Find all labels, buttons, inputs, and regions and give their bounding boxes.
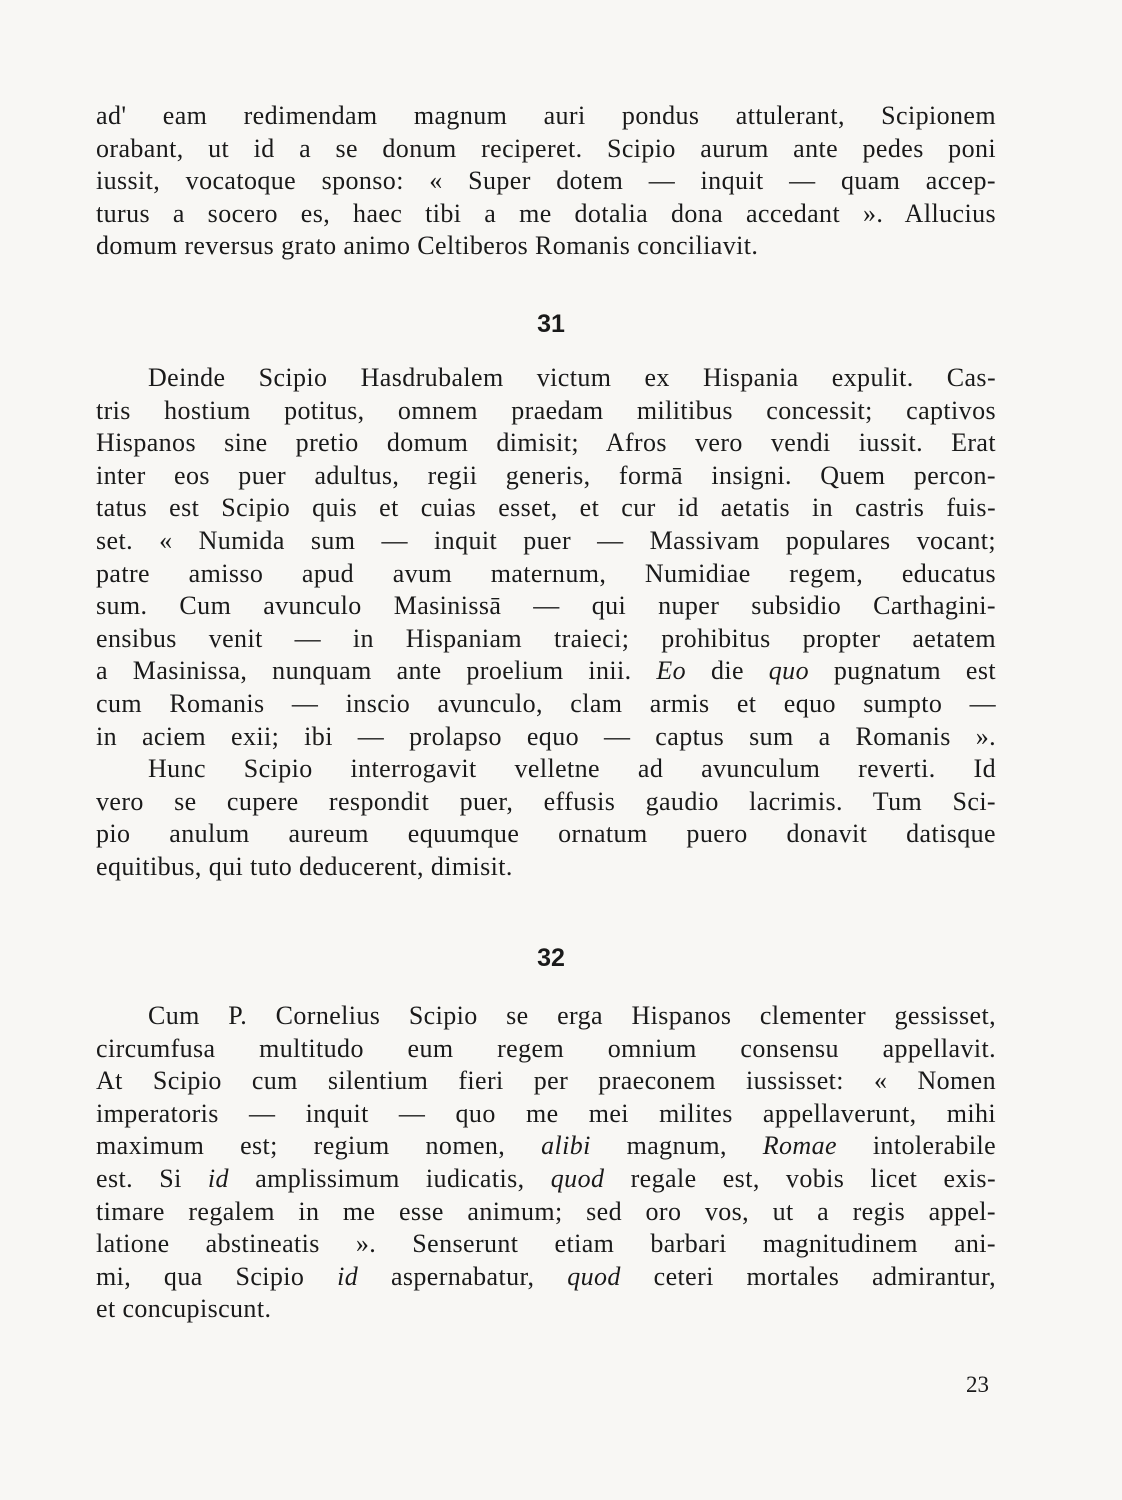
text-line: tris hostium potitus, omnem praedam militibus concessit; captivos bbox=[96, 395, 996, 425]
italic-word: quod bbox=[550, 1163, 605, 1193]
text-line: equitibus, qui tuto deducerent, dimisit. bbox=[96, 851, 513, 881]
italic-word: quo bbox=[768, 656, 809, 686]
text-line: tatus est Scipio quis et cuias esset, et cur id aetatis in castris fuis- bbox=[96, 493, 996, 523]
text-segment: aspernabatur, bbox=[390, 1261, 535, 1291]
text-line: Hunc Scipio interrogavit velletne ad avunculum reverti. Id bbox=[148, 754, 996, 784]
text-segment: a Masinissa, nunquam ante proelium inii. bbox=[96, 656, 632, 686]
text-line: At Scipio cum silentium fieri per praeconem iussisset: « Nomen bbox=[96, 1066, 996, 1096]
text-segment: regale est, vobis licet exis- bbox=[630, 1163, 997, 1193]
text-line: domum reversus grato animo Celtiberos Romanis conciliavit. bbox=[96, 231, 759, 261]
text-line-mixed bbox=[96, 655, 996, 688]
text-line: cum Romanis — inscio avunculo, clam armis et equo sumpto — bbox=[96, 688, 996, 718]
text-line: ad' eam redimendam magnum auri pondus attulerant, Scipionem bbox=[96, 101, 996, 130]
text-line: circumfusa multitudo eum regem omnium consensu appellavit. bbox=[96, 1033, 996, 1063]
text-line: turus a socero es, haec tibi a me dotalia dona accedant ». Allucius bbox=[96, 198, 996, 228]
text-line: pio anulum aureum equumque ornatum puero donavit datisque bbox=[96, 819, 996, 849]
text-segment: maximum est; regium nomen, bbox=[96, 1131, 506, 1161]
text-segment: est. Si bbox=[96, 1163, 182, 1193]
text-line-mixed bbox=[96, 1130, 996, 1163]
paragraph-continuation bbox=[96, 100, 996, 263]
text-line: Hispanos sine pretio domum dimisit; Afros vero vendi iussit. Erat bbox=[96, 428, 996, 458]
page-number: 23 bbox=[966, 1372, 989, 1397]
text-line: imperatoris — inquit — quo me mei milites appellaverunt, mihi bbox=[96, 1098, 996, 1128]
text-line: Deinde Scipio Hasdrubalem victum ex Hispania expulit. Cas- bbox=[148, 363, 996, 392]
italic-word: id bbox=[337, 1261, 359, 1291]
text-line: set. « Numida sum — inquit puer — Massivam populares vocant; bbox=[96, 525, 996, 555]
text-segment: die bbox=[710, 656, 744, 686]
text-line: Cum P. Cornelius Scipio se erga Hispanos clementer gessisset, bbox=[148, 1001, 996, 1030]
text-line: timare regalem in me esse animum; sed oro vos, ut a regis appel- bbox=[96, 1196, 996, 1226]
text-line: patre amisso apud avum maternum, Numidiae regem, educatus bbox=[96, 558, 996, 588]
text-line: sum. Cum avunculo Masinissā — qui nuper subsidio Carthagini- bbox=[96, 591, 996, 621]
text-line: latione abstineatis ». Senserunt etiam barbari magnitudinem ani- bbox=[96, 1229, 996, 1259]
section-number-32: 32 bbox=[537, 944, 565, 972]
italic-word: id bbox=[207, 1163, 229, 1193]
text-line: inter eos puer adultus, regii generis, formā insigni. Quem percon- bbox=[96, 460, 996, 490]
text-line: in aciem exii; ibi — prolapso equo — captus sum a Romanis ». bbox=[96, 721, 996, 751]
section-number-31: 31 bbox=[537, 310, 565, 338]
section-31-text bbox=[96, 362, 996, 884]
italic-word: quod bbox=[567, 1261, 621, 1291]
text-segment: amplissimum iudicatis, bbox=[255, 1163, 525, 1193]
text-segment: magnum, bbox=[626, 1131, 727, 1161]
text-line: ensibus venit — in Hispaniam traieci; prohibitus propter aetatem bbox=[96, 623, 996, 653]
text-segment: pugnatum est bbox=[833, 656, 996, 686]
text-segment: mi, qua Scipio bbox=[96, 1261, 305, 1291]
text-line: vero se cupere respondit puer, effusis gaudio lacrimis. Tum Sci- bbox=[96, 786, 996, 816]
text-line: iussit, vocatoque sponso: « Super dotem — inquit — quam accep- bbox=[96, 166, 996, 196]
text-line-mixed bbox=[96, 1261, 996, 1294]
italic-word: Romae bbox=[762, 1131, 837, 1161]
text-segment: ceteri mortales admirantur, bbox=[653, 1261, 996, 1291]
text-line: et concupiscunt. bbox=[96, 1294, 272, 1324]
section-32-text bbox=[96, 1000, 996, 1326]
italic-word: Eo bbox=[656, 656, 687, 686]
italic-word: alibi bbox=[541, 1131, 591, 1161]
text-line-mixed bbox=[96, 1163, 996, 1196]
text-segment: intolerabile bbox=[872, 1131, 997, 1161]
text-line: orabant, ut id a se donum reciperet. Scipio aurum ante pedes poni bbox=[96, 133, 996, 163]
